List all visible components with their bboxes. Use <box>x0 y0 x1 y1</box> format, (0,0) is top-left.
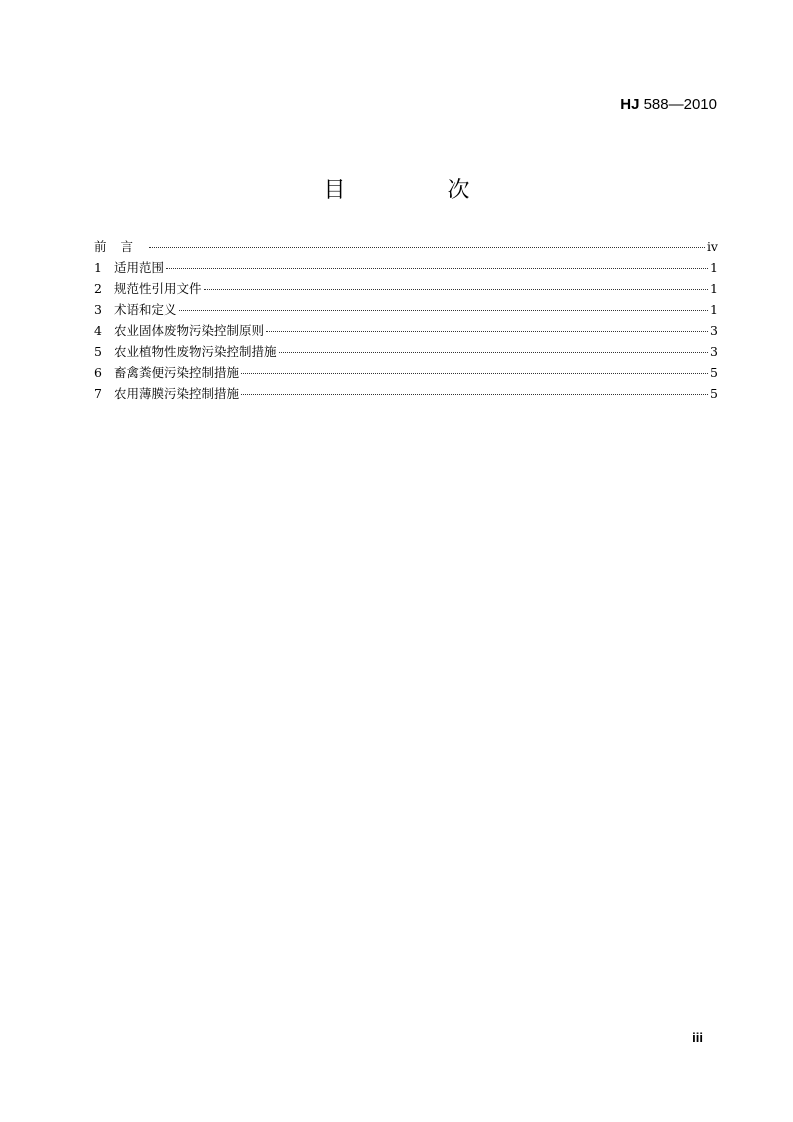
toc-entry-label: 农业植物性废物污染控制措施 <box>114 344 277 359</box>
toc-entry-7[interactable] <box>94 384 718 405</box>
toc-entry-number: 5 <box>94 344 102 359</box>
toc-list <box>94 237 718 405</box>
toc-entry-3[interactable] <box>94 300 718 321</box>
toc-leader-dots <box>279 352 709 353</box>
toc-entry-number: 7 <box>94 386 102 401</box>
toc-entry-page: 3 <box>710 323 718 338</box>
toc-entry-label: 农用薄膜污染控制措施 <box>114 386 240 401</box>
toc-leader-dots <box>241 394 708 395</box>
toc-entry-page: 5 <box>710 386 718 401</box>
toc-entry-page: 1 <box>710 260 718 275</box>
toc-entry-label: 规范性引用文件 <box>114 281 202 296</box>
toc-entry-number: 2 <box>94 281 102 296</box>
toc-entry-4[interactable] <box>94 321 718 342</box>
toc-leader-dots <box>149 247 705 248</box>
toc-title: 目 次 <box>323 178 510 203</box>
toc-entry-label: 畜禽粪便污染控制措施 <box>114 365 240 380</box>
toc-leader-dots <box>179 310 709 311</box>
standard-code <box>620 96 717 113</box>
toc-leader-dots <box>204 289 709 290</box>
toc-entry-number: 4 <box>94 323 102 338</box>
toc-entry-number: 3 <box>94 302 102 317</box>
toc-entry-page: 5 <box>710 365 718 380</box>
toc-entry-6[interactable] <box>94 363 718 384</box>
toc-entry-label: 适用范围 <box>114 260 165 275</box>
toc-leader-dots <box>241 373 708 374</box>
standard-number: 588—2010 <box>643 96 717 113</box>
toc-entry-page: 3 <box>710 344 718 359</box>
toc-entry-2[interactable] <box>94 279 718 300</box>
toc-entry-page: iv <box>706 239 718 254</box>
toc-entry-number: 1 <box>94 260 102 275</box>
page-number: iii <box>692 1030 703 1045</box>
toc-entry-label: 前言 <box>94 239 148 254</box>
toc-entry-label: 术语和定义 <box>114 302 177 317</box>
toc-leader-dots <box>266 331 708 332</box>
toc-entry-page: 1 <box>710 302 718 317</box>
toc-entry-number: 6 <box>94 365 102 380</box>
toc-entry-page: 1 <box>710 281 718 296</box>
standard-prefix: HJ <box>620 96 640 113</box>
toc-leader-dots <box>166 268 708 269</box>
toc-entry-foreword[interactable] <box>94 237 718 258</box>
toc-entry-5[interactable] <box>94 342 718 363</box>
toc-entry-1[interactable] <box>94 258 718 279</box>
toc-entry-label: 农业固体废物污染控制原则 <box>114 323 265 338</box>
